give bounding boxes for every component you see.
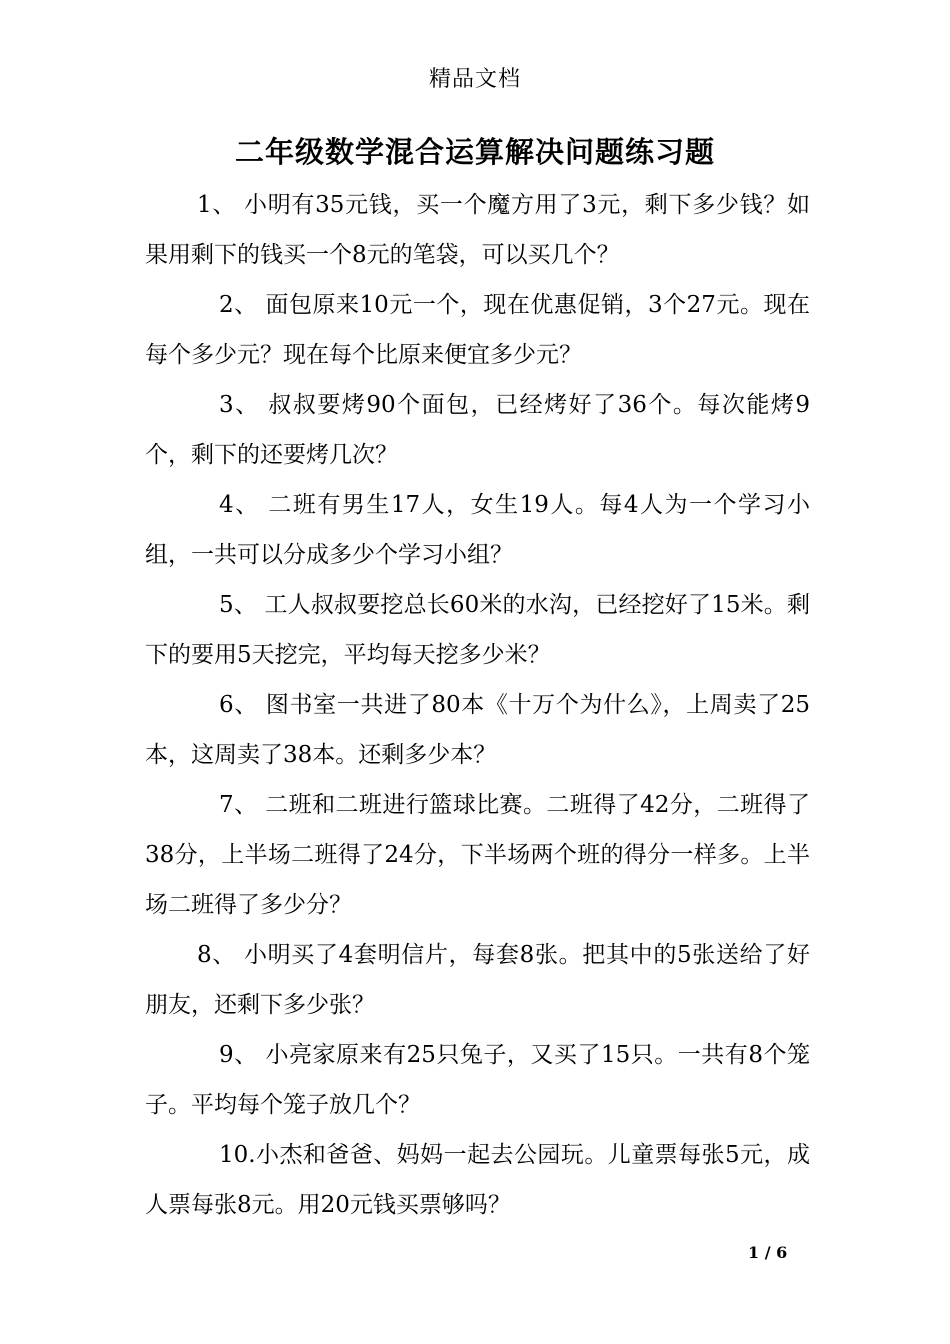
problem-2: 2、 面包原来10元一个，现在优惠促销，3个27元。现在每个多少元？现在每个比原来便宜多少元？ xyxy=(145,292,810,368)
problem-1: 1、 小明有35元钱，买一个魔方用了3元，剩下多少钱？如果用剩下的钱买一个8元的笔袋，可以买几个？ xyxy=(145,192,810,268)
page-number: 1 / 6 xyxy=(748,1243,788,1262)
problem-3: 3、 叔叔要烤90个面包，已经烤好了36个。每次能烤9个，剩下的还要烤几次？ xyxy=(145,392,810,468)
problem-7: 7、 二班和二班进行篮球比赛。二班得了42分，二班得了38分，上半场二班得了24分，下半场两个班的得分一样多。上半场二班得了多少分？ xyxy=(145,792,810,918)
page-header: 精品文档 xyxy=(428,67,521,92)
problem-5: 5、 工人叔叔要挖总长60米的水沟，已经挖好了15米。剩下的要用5天挖完，平均每天挖多少米？ xyxy=(145,592,810,668)
problem-4: 4、 二班有男生17人，女生19人。每4人为一个学习小组，一共可以分成多少个学习小组？ xyxy=(145,492,810,568)
problem-9: 9、 小亮家原来有25只兔子，又买了15只。一共有8个笼子。平均每个笼子放几个？ xyxy=(145,1042,810,1118)
document-title: 二年级数学混合运算解决问题练习题 xyxy=(234,135,715,169)
problem-6: 6、 图书室一共进了80本《十万个为什么》，上周卖了25本，这周卖了38本。还剩多少本？ xyxy=(145,692,810,768)
problem-10: 10.小杰和爸爸、妈妈一起去公园玩。儿童票每张5元，成人票每张8元。用20元钱买票够吗？ xyxy=(145,1142,810,1218)
problem-list xyxy=(145,180,810,1230)
problem-8: 8、 小明买了4套明信片，每套8张。把其中的5张送给了好朋友，还剩下多少张？ xyxy=(145,942,810,1018)
